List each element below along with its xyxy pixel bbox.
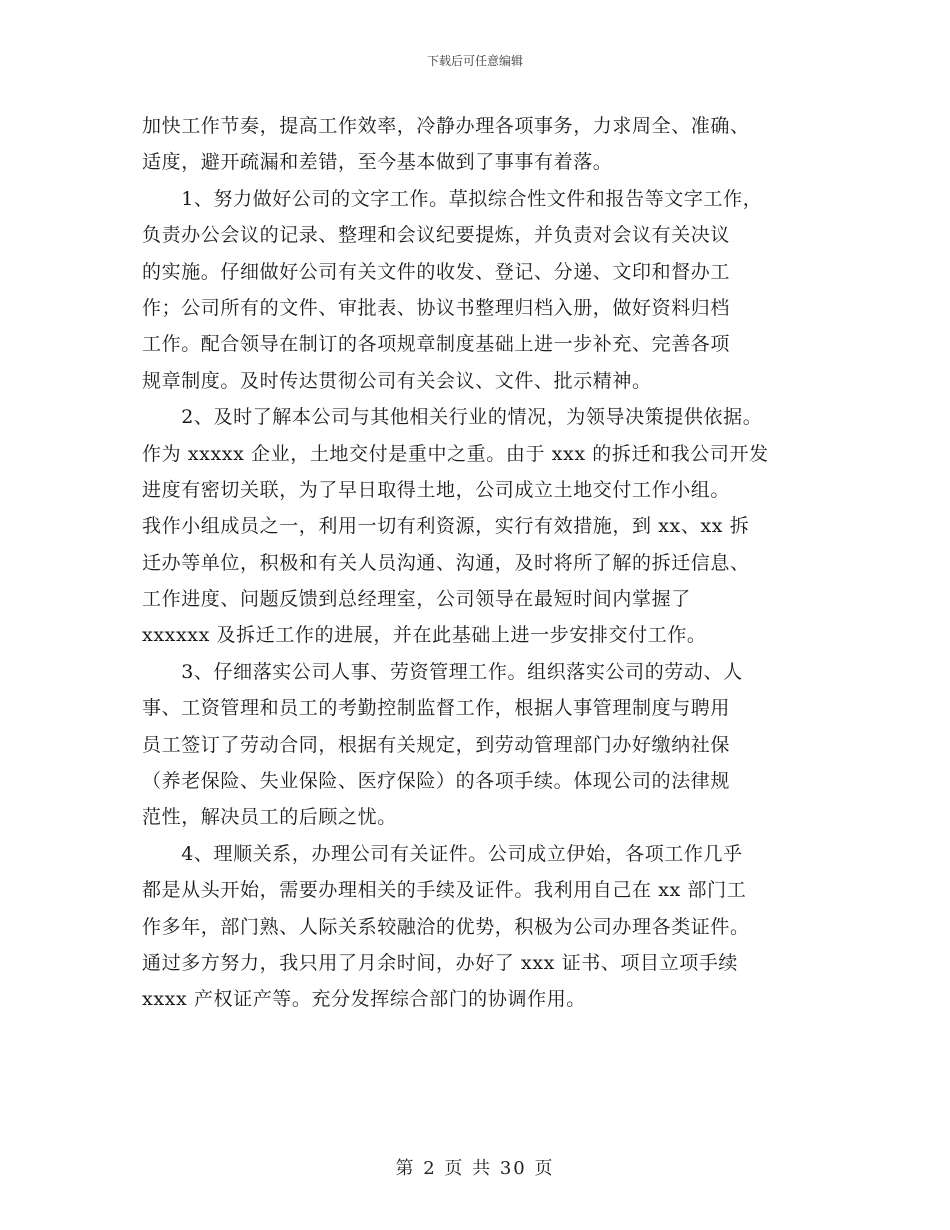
- text-line: 1、努力做好公司的文字工作。草拟综合性文件和报告等文字工作，: [142, 187, 763, 210]
- text-line: 事、工资管理和员工的考勤控制监督工作，根据人事管理制度与聘用: [142, 697, 731, 720]
- text-line: 通过多方努力，我只用了月余时间，办好了 xxx 证书、项目立项手续: [142, 951, 739, 974]
- text-line: 加快工作节奏，提高工作效率，冷静办理各项事务，力求周全、准确、: [142, 115, 750, 137]
- text-line: 工作。配合领导在制订的各项规章制度基础上进一步补充、完善各项: [142, 333, 731, 356]
- text-line: 进度有密切关联，为了早日取得土地，公司成立土地交付工作小组。: [142, 478, 731, 501]
- page-number: 第 2 页 共 30 页: [395, 1158, 555, 1179]
- text-line: xxxx 产权证产等。充分发挥综合部门的协调作用。: [142, 988, 586, 1011]
- page-header-note: 下载后可任意编辑: [426, 54, 523, 68]
- text-line: 迁办等单位，积极和有关人员沟通、沟通，及时将所了解的拆迁信息、: [142, 551, 750, 574]
- text-line: 负责办公会议的记录、整理和会议纪要提炼，并负责对会议有关决议: [142, 224, 731, 247]
- text-line: 2、及时了解本公司与其他相关行业的情况，为领导决策提供依据。: [142, 406, 763, 429]
- text-line: 作多年，部门熟、人际关系较融洽的优势，积极为公司办理各类证件。: [142, 915, 750, 938]
- text-line: 工作进度、问题反馈到总经理室，公司领导在最短时间内掌握了: [142, 588, 691, 611]
- document-body: [142, 108, 822, 1018]
- text-line: （养老保险、失业保险、医疗保险）的各项手续。体现公司的法律规: [142, 770, 731, 793]
- text-line: 员工签订了劳动合同，根据有关规定，到劳动管理部门办好缴纳社保: [142, 733, 731, 756]
- text-line: 4、理顺关系，办理公司有关证件。公司成立伊始，各项工作几乎: [142, 842, 743, 865]
- text-line: 规章制度。及时传达贯彻公司有关会议、文件、批示精神。: [142, 369, 652, 392]
- text-line: 的实施。仔细做好公司有关文件的收发、登记、分递、文印和督办工: [142, 260, 731, 283]
- text-line: 3、仔细落实公司人事、劳资管理工作。组织落实公司的劳动、人: [142, 660, 743, 683]
- text-line: 我作小组成员之一，利用一切有利资源，实行有效措施，到 xx、xx 拆: [142, 515, 750, 538]
- text-line: 作为 xxxxx 企业，土地交付是重中之重。由于 xxx 的拆迁和我公司开发: [142, 442, 769, 465]
- text-line: 都是从头开始，需要办理相关的手续及证件。我利用自己在 xx 部门工: [142, 879, 747, 902]
- text-line: 范性，解决员工的后顾之忧。: [142, 806, 397, 829]
- text-line: xxxxxx 及拆迁工作的进展，并在此基础上进一步安排交付工作。: [142, 624, 707, 647]
- text-line: 作；公司所有的文件、审批表、协议书整理归档入册，做好资料归档: [142, 296, 731, 319]
- text-line: 适度，避开疏漏和差错，至今基本做到了事事有着落。: [142, 151, 613, 174]
